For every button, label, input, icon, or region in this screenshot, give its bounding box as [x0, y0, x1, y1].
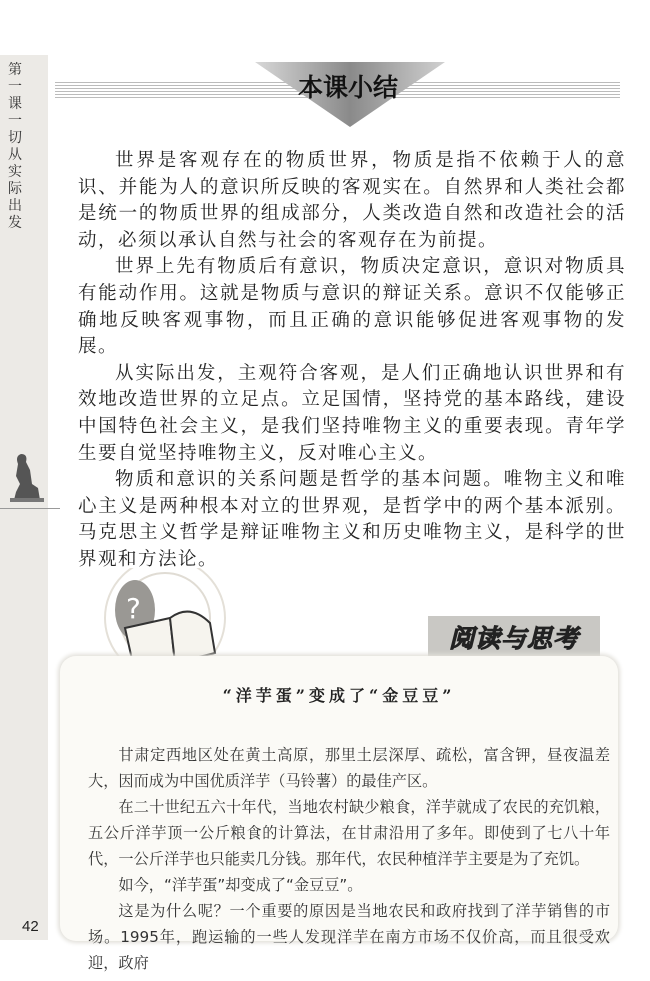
summary-paragraph: 世界是客观存在的物质世界，物质是指不依赖于人的意识、并能为人的意识所反映的客观实在。自然界和人类社会都是统一的物质世界的组成部分，人类改造自然和改造社会的活动，必须以承认自然与社会的客观存在为前提。	[78, 150, 626, 251]
svg-text:?: ?	[126, 592, 141, 625]
reading-paragraph: 甘肃定西地区处在黄土高原，那里土层深厚、疏松，富含钾，昼夜温差大，因而成为中国优质洋芋（马铃薯）的最佳产区。	[88, 746, 610, 790]
thinker-statue-icon	[6, 448, 46, 507]
summary-paragraph: 物质和意识的关系问题是哲学的基本问题。唯物主义和唯心主义是两种根本对立的世界观，是哲学中的两个基本派别。马克思主义哲学是辩证唯物主义和历史唯物主义，是科学的世界观和方法论。	[78, 469, 626, 570]
reading-title: “洋芋蛋”变成了“金豆豆”	[222, 686, 456, 705]
chapter-label: 第一课 一切从实际出发	[8, 62, 22, 231]
reading-body	[88, 742, 610, 976]
page-number: 42	[22, 918, 39, 935]
reading-paragraph: 如今，“洋芋蛋”却变成了“金豆豆”。	[118, 876, 363, 894]
summary-body	[78, 148, 626, 574]
reading-paragraph: 这是为什么呢？一个重要的原因是当地农民和政府找到了洋芋销售的市场。1995年，跑运输的一些人发现洋芋在南方市场不仅价高，而且很受欢迎，政府	[88, 902, 610, 972]
summary-paragraph: 世界上先有物质后有意识，物质决定意识，意识对物质具有能动作用。这就是物质与意识的辩证关系。意识不仅能够正确地反映客观事物，而且正确的意识能够促进客观事物的发展。	[78, 256, 626, 358]
margin-divider	[0, 508, 60, 509]
reading-section-label: 阅读与思考	[448, 624, 579, 653]
summary-title: 本课小结	[297, 73, 398, 102]
summary-paragraph: 从实际出发，主观符合客观，是人们正确地认识世界和有效地改造世界的立足点。立足国情，坚持党的基本路线，建设中国特色社会主义，是我们坚持唯物主义的重要表现。青年学生要自觉坚持唯物主义，反对唯心主义。	[78, 362, 626, 464]
reading-paragraph: 在二十世纪五六十年代，当地农村缺少粮食，洋芋就成了农民的充饥粮，五公斤洋芋顶一公斤粮食的计算法，在甘肃沿用了多年。即使到了七八十年代，一公斤洋芋也只能卖几分钱。那年代，农民种植洋芋主要是为了充饥。	[88, 798, 610, 868]
